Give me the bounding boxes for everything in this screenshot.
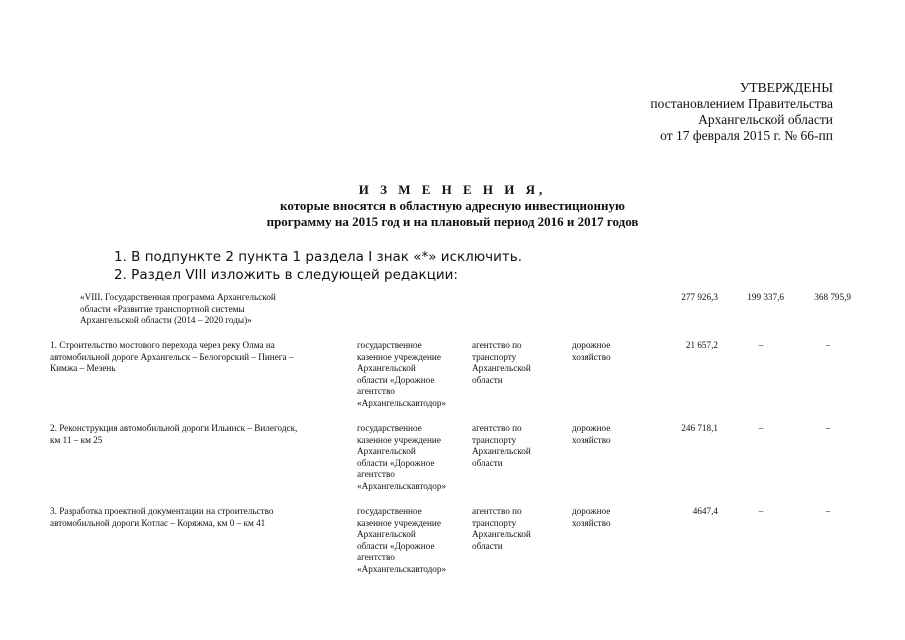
section-name [80, 292, 340, 327]
value-2015: 246 718,1 [681, 423, 718, 433]
approval-stamp [650, 80, 833, 144]
value-2015: 4647,4 [692, 506, 718, 516]
administrator-line: Архангельской [472, 363, 531, 373]
customer [357, 340, 467, 409]
customer-line: Архангельской [357, 363, 416, 373]
object-name-line: автомобильной дороге Архангельск – Белогорский – Пинега – [50, 351, 294, 362]
sector-line: хозяйство [572, 517, 611, 528]
object-name [50, 340, 350, 375]
document-title [0, 182, 905, 230]
object-name-line: 1. Строительство мостового перехода через реку Олма на [50, 340, 275, 350]
customer-line: казенное учреждение [357, 434, 441, 445]
administrator-line: агентство по [472, 340, 522, 350]
object-name-line: 2. Реконструкция автомобильной дороги Ильинск – Вилегодск, [50, 423, 298, 433]
sector-line: хозяйство [572, 351, 611, 362]
sector-line: дорожное [572, 506, 611, 516]
section-name-line: области «Развитие транспортной системы [80, 303, 245, 314]
customer-line: «Архангельскавтодор» [357, 397, 447, 408]
customer-line: «Архангельскавтодор» [357, 563, 447, 574]
section-value-2016: 199 337,6 [747, 292, 784, 302]
object-name [50, 423, 350, 446]
customer-line: государственное [357, 423, 422, 433]
value-2017: – [825, 340, 831, 350]
value-2015: 21 657,2 [685, 340, 718, 350]
value-2017: – [825, 423, 831, 433]
customer-line: агентство [357, 386, 395, 396]
section-name-line: «VIII. Государственная программа Архангельской [80, 292, 276, 302]
administrator-line: Архангельской [472, 529, 531, 539]
change-item-2: 2. Раздел VIII изложить в следующей редакции: [114, 267, 458, 283]
customer-line: государственное [357, 506, 422, 516]
approval-decree: постановлением Правительства [650, 96, 833, 111]
sector-line: хозяйство [572, 434, 611, 445]
administrator-line: области [472, 374, 503, 385]
administrator [472, 506, 562, 552]
administrator-line: Архангельской [472, 446, 531, 456]
title-line-2: которые вносятся в областную адресную инвестиционную [280, 198, 625, 213]
sector-line: дорожное [572, 340, 611, 350]
customer-line: Архангельской [357, 446, 416, 456]
value-2016: – [758, 340, 764, 350]
approval-title: УТВЕРЖДЕНЫ [739, 80, 833, 95]
administrator-line: агентство по [472, 423, 522, 433]
customer-line: области «Дорожное [357, 540, 435, 551]
change-items [114, 248, 522, 284]
value-2017: – [825, 506, 831, 516]
administrator [472, 340, 562, 386]
section-value-2017: 368 795,9 [814, 292, 851, 302]
administrator-line: области [472, 457, 503, 468]
section-value-2015: 277 926,3 [681, 292, 718, 302]
administrator-line: области [472, 540, 503, 551]
sector [572, 340, 642, 363]
value-2016: – [758, 506, 764, 516]
object-name-line: 3. Разработка проектной документации на строительство [50, 506, 274, 516]
object-name-line: автомобильной дороги Котлас – Коряжма, км 0 – км 41 [50, 517, 266, 528]
administrator [472, 423, 562, 469]
customer-line: области «Дорожное [357, 457, 435, 468]
administrator-line: транспорту [472, 351, 517, 362]
object-name [50, 506, 350, 529]
customer-line: агентство [357, 469, 395, 479]
sector-line: дорожное [572, 423, 611, 433]
customer-line: казенное учреждение [357, 517, 441, 528]
sector [572, 423, 642, 446]
customer-line: Архангельской [357, 529, 416, 539]
object-name-line: км 11 – км 25 [50, 434, 103, 445]
customer-line: агентство [357, 552, 395, 562]
section-name-line: Архангельской области (2014 – 2020 годы)» [80, 315, 252, 325]
customer-line: казенное учреждение [357, 351, 441, 362]
change-item-1: 1. В подпункте 2 пункта 1 раздела I знак «*» исключить. [114, 249, 522, 265]
administrator-line: транспорту [472, 517, 517, 528]
administrator-line: транспорту [472, 434, 517, 445]
title-line-3: программу на 2015 год и на плановый период 2016 и 2017 годов [266, 214, 639, 229]
administrator-line: агентство по [472, 506, 522, 516]
customer-line: области «Дорожное [357, 374, 435, 385]
customer-line: «Архангельскавтодор» [357, 480, 447, 491]
object-name-line: Кимжа – Мезень [50, 363, 116, 373]
approval-date: от 17 февраля 2015 г. № 66-пп [660, 128, 833, 143]
customer [357, 423, 467, 492]
approval-region: Архангельской области [698, 112, 833, 127]
sector [572, 506, 642, 529]
value-2016: – [758, 423, 764, 433]
title-heading: И З М Е Н Е Н И Я, [358, 182, 547, 197]
customer-line: государственное [357, 340, 422, 350]
customer [357, 506, 467, 575]
